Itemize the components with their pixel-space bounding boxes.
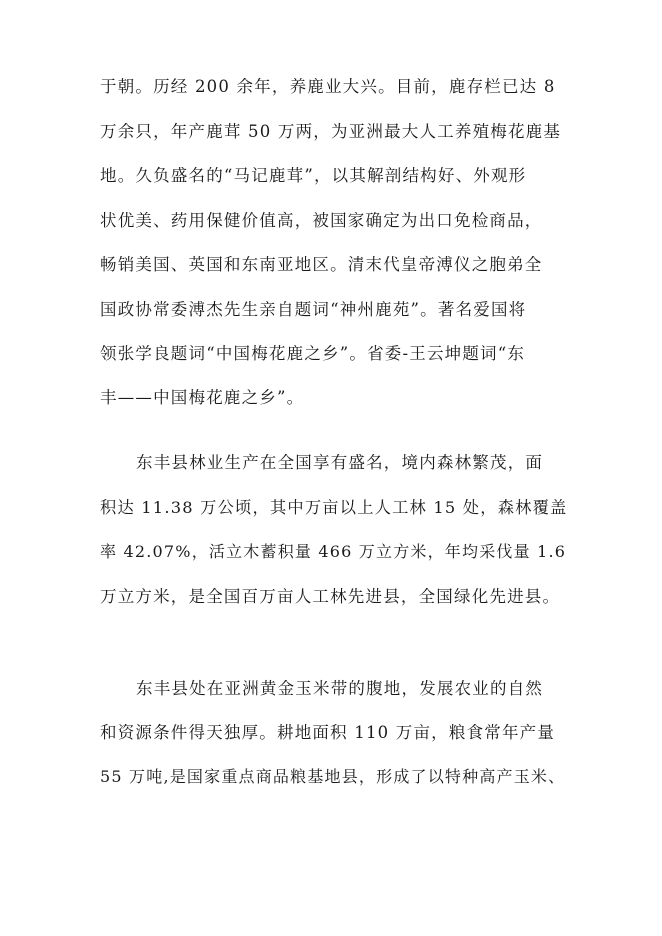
text-line: 和资源条件得天独厚。耕地面积 110 万亩，粮食常年产量 xyxy=(100,723,556,742)
text-line: 国政协常委溥杰先生亲自题词“神州鹿苑”。著名爱国将 xyxy=(100,300,527,319)
text-line: 丰——中国梅花鹿之乡”。 xyxy=(100,388,305,407)
text-line: 东丰县处在亚洲黄金玉米带的腹地，发展农业的自然 xyxy=(136,679,544,698)
text-line: 率 42.07%，活立木蓄积量 466 万立方米，年均采伐量 1.6 xyxy=(100,542,567,561)
text-line: 畅销美国、英国和东南亚地区。清末代皇帝溥仪之胞弟全 xyxy=(100,255,543,274)
text-line: 地。久负盛名的“马记鹿茸”，以其解剖结构好、外观形 xyxy=(100,166,527,185)
text-line: 于朝。历经 200 余年，养鹿业大兴。目前，鹿存栏已达 8 xyxy=(100,77,556,96)
text-line: 领张学良题词“中国梅花鹿之乡”。省委-王云坤题词“东 xyxy=(100,344,526,363)
text-line: 55 万吨,是国家重点商品粮基地县，形成了以特种高产玉米、 xyxy=(100,767,566,786)
text-line: 万余只，年产鹿茸 50 万两，为亚洲最大人工养殖梅花鹿基 xyxy=(100,122,562,141)
text-line: 积达 11.38 万公顷，其中万亩以上人工林 15 处，森林覆盖 xyxy=(100,498,568,517)
text-line: 万立方米，是全国百万亩人工林先进县，全国绿化先进县。 xyxy=(100,587,561,606)
text-line: 状优美、药用保健价值高，被国家确定为出口免检商品， xyxy=(100,211,543,230)
text-line: 东丰县林业生产在全国享有盛名，境内森林繁茂，面 xyxy=(136,453,544,472)
